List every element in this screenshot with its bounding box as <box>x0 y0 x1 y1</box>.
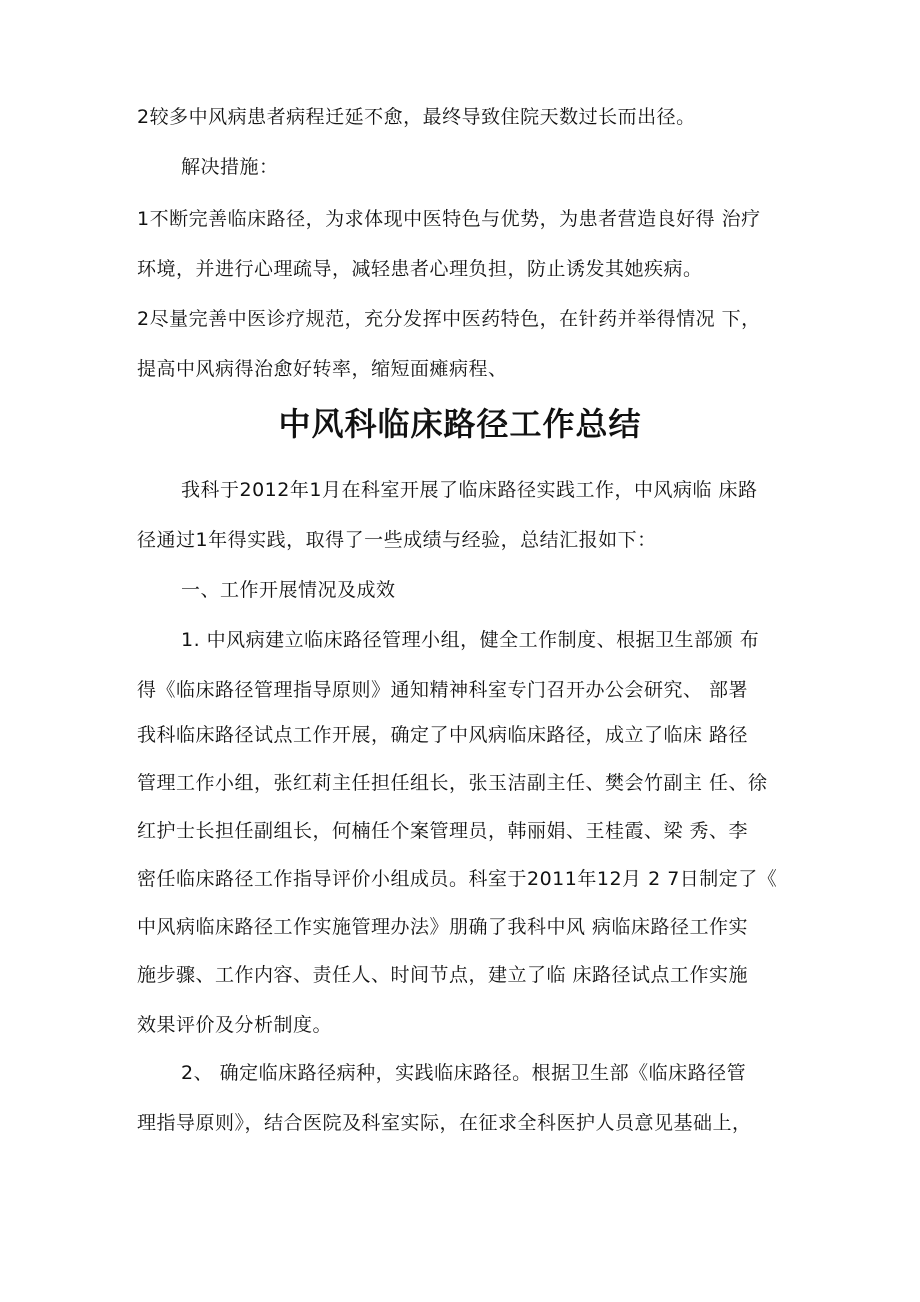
solution-1-line-1: 1不断完善临床路径，为求体现中医特色与优势，为患者营造良好得 治疗 <box>137 208 761 230</box>
solution-2-line-2: 提高中风病得治愈好转率，缩短面瘫病程、 <box>137 358 508 380</box>
item-1-line-8: 施步骤、工作内容、责任人、时间节点，建立了临 床路径试点工作实施 <box>137 964 749 986</box>
item-2-line-1: 2、 确定临床路径病种，实践临床路径。根据卫生部《临床路径管 <box>181 1062 747 1084</box>
item-1-line-1: 1. 中风病建立临床路径管理小组，健全工作制度、根据卫生部颁 布 <box>181 629 760 651</box>
solution-2-line-1: 2尽量完善中医诊疗规范，充分发挥中医药特色，在针药并举得情况 下， <box>137 308 761 330</box>
item-1-line-6: 密任临床路径工作指导评价小组成员。科室于2011年12月 2 7日制定了《 <box>137 868 778 890</box>
section-1-heading: 一、工作开展情况及成效 <box>181 579 396 601</box>
paragraph-1-line-1: 我科于2012年1月在科室开展了临床路径实践工作，中风病临 床路 <box>181 479 758 501</box>
item-1-line-4: 管理工作小组，张红莉主任担任组长，张玉洁副主任、樊会竹副主 任、徐 <box>137 772 768 794</box>
item-1-line-9: 效果评价及分析制度。 <box>137 1014 333 1036</box>
item-1-line-2: 得《临床路径管理指导原则》通知精神科室专门召开办公会研究、 部署 <box>137 679 749 701</box>
solutions-heading: 解决措施： <box>181 156 279 178</box>
item-1-line-5: 红护士长担任副组长，何楠任个案管理员，韩丽娟、王桂霞、梁 秀、李 <box>137 820 749 842</box>
document-title: 中风科临床路径工作总结 <box>278 405 642 443</box>
item-2-line-2: 理指导原则》，结合医院及科室实际，在征求全科医护人员意见基础上， <box>137 1112 752 1134</box>
intro-item-2: 2较多中风病患者病程迁延不愈，最终导致住院天数过长而出径。 <box>137 106 696 128</box>
paragraph-1-line-2: 径通过1年得实践，取得了一些成绩与经验，总结汇报如下： <box>137 529 657 551</box>
solution-1-line-2: 环境，并进行心理疏导，减轻患者心理负担，防止诱发其她疾病。 <box>137 258 703 280</box>
item-1-line-7: 中风病临床路径工作实施管理办法》朋确了我科中风 病临床路径工作实 <box>137 916 749 938</box>
item-1-line-3: 我科临床路径试点工作开展，确定了中风病临床路径，成立了临床 路径 <box>137 724 749 746</box>
